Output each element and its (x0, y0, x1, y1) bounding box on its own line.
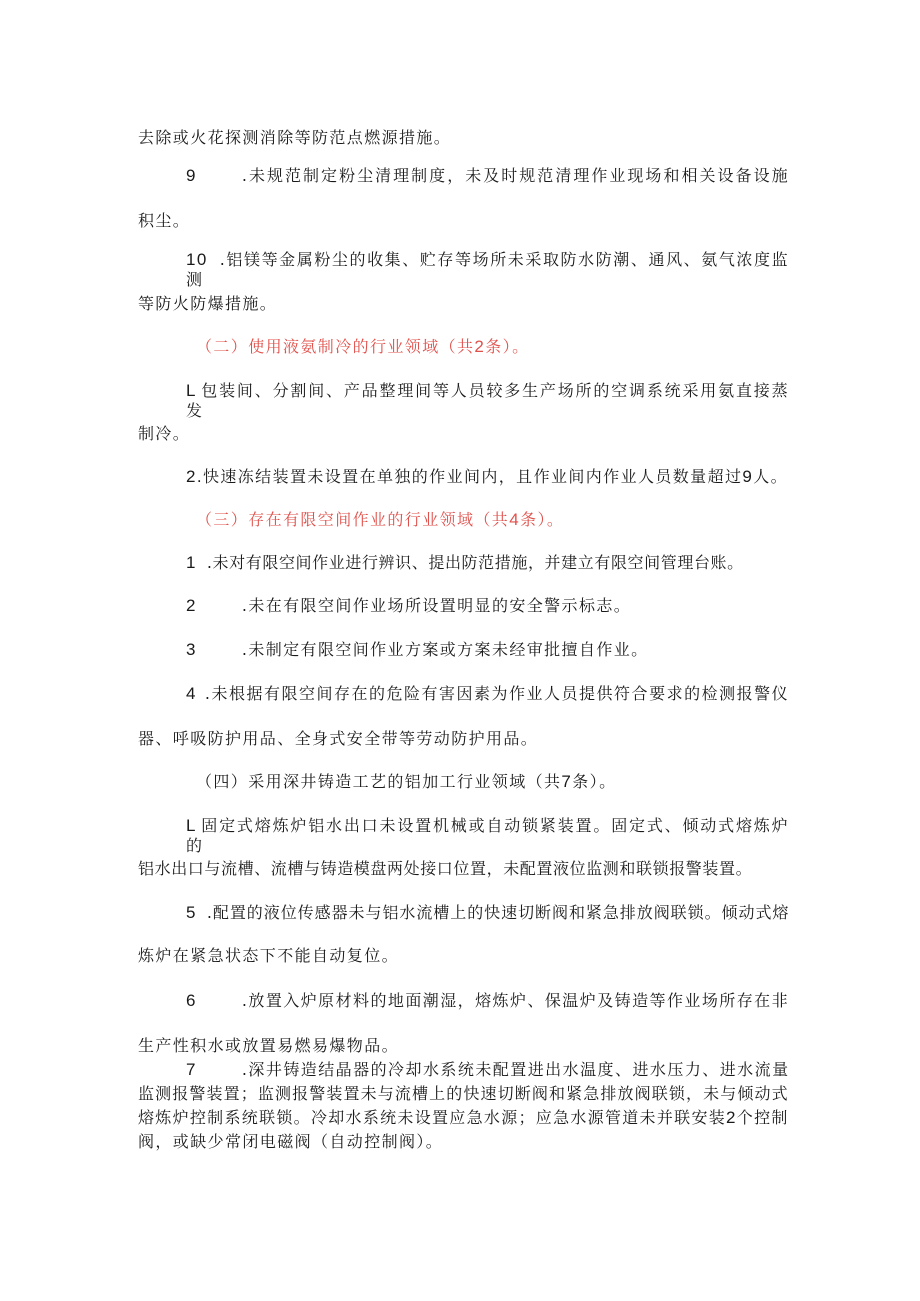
s2-item-2 (186, 467, 788, 487)
s4-item-6-line-2: 生产性积水或放置易燃易爆物品。 (138, 1036, 400, 1055)
item-10-line-2: 等防火防爆措施。 (138, 294, 278, 313)
item-number: 2. (186, 467, 203, 486)
item-number: 7 (186, 1060, 197, 1079)
item-number: 9 (186, 166, 197, 185)
item-number: 6 (186, 991, 197, 1010)
s3-item-3 (186, 640, 649, 660)
s4-item-7-line-1 (186, 1060, 789, 1080)
item-number-inline: 9 (742, 467, 754, 486)
item-text: .放置入炉原材料的地面潮湿，熔炼炉、保温炉及铸造等作业场所存在非 (241, 991, 789, 1010)
s3-item-4-line-2: 器、呼吸防护用品、全身式安全带等劳动防护用品。 (138, 729, 539, 748)
s4-item-7-line-2: 监测报警装置；监测报警装置未与流槽上的快速切断阀和紧急排放阀联锁，未与倾动式 (138, 1084, 788, 1103)
section-3-heading (196, 510, 564, 530)
section-4-heading (196, 772, 616, 792)
heading-text: （三）存在有限空间作业的行业领域（共 (196, 510, 510, 529)
item-9-line-2: 积尘。 (138, 211, 191, 230)
item-number: 10 (186, 250, 208, 269)
item-text: 人。 (753, 467, 789, 486)
s4-item-1-line-1 (186, 816, 789, 856)
heading-count: 2 (474, 337, 486, 356)
item-number: L (186, 381, 197, 400)
item-text: .配置的液位传感器未与铝水流槽上的快速切断阀和紧急排放阀联锁。倾动式熔 (206, 903, 789, 922)
item-text: .未在有限空间作业场所设置明显的安全警示标志。 (241, 596, 632, 615)
item-text: .未对有限空间作业进行辨识、提出防范措施，并建立有限空间管理台账。 (206, 553, 744, 572)
s4-item-7-line-3 (138, 1108, 788, 1128)
item-text: .铝镁等金属粉尘的收集、贮存等场所未采取防水防潮、通风、氨气浓度监测 (186, 250, 789, 289)
s3-item-4-line-1 (186, 684, 789, 704)
s2-item-1-line-1 (186, 381, 789, 421)
item-text: .未制定有限空间作业方案或方案未经审批擅自作业。 (241, 640, 649, 659)
heading-text: （四）采用深井铸造工艺的铝加工行业领域（共 (196, 772, 562, 791)
item-9-line-1 (186, 166, 789, 186)
heading-text: （二）使用液氨制冷的行业领域（共 (196, 337, 475, 356)
item-number: 5 (186, 903, 197, 922)
item-number: 3 (186, 640, 197, 659)
item-number: 1 (186, 553, 197, 572)
item-text: 熔炼炉控制系统联锁。冷却水系统未设置应急水源；应急水源管道未并联安装 (138, 1108, 727, 1127)
item-number-inline: 2 (726, 1108, 737, 1127)
heading-text: 条）。 (485, 337, 530, 356)
item-text: .未根据有限空间存在的危险有害因素为作业人员提供符合要求的检测报警仪 (204, 684, 789, 703)
item-text: .未规范制定粉尘清理制度，未及时规范清理作业现场和相关设备设施 (241, 166, 789, 185)
item-text: 固定式熔炼炉铝水出口未设置机械或自动锁紧装置。固定式、倾动式熔炼炉的 (186, 816, 789, 855)
s4-item-6-line-1 (186, 991, 789, 1011)
item-number: 4 (186, 684, 197, 703)
text-line: 去除或火花探测消除等防范点燃源措施。 (138, 128, 452, 147)
item-number: L (186, 816, 197, 835)
heading-text: 条）。 (572, 772, 617, 791)
item-text: 快速冻结装置未设置在单独的作业间内，且作业间内作业人员数量超过 (202, 467, 743, 486)
s4-item-1-line-2: 铝水出口与流槽、流槽与铸造模盘两处接口位置，未配置液位监测和联锁报警装置。 (138, 859, 753, 878)
s4-item-5-line-1 (186, 903, 789, 923)
item-10-line-1 (186, 250, 789, 290)
heading-count: 7 (561, 772, 573, 791)
section-2-heading (196, 337, 529, 357)
s3-item-2 (186, 596, 631, 616)
s4-item-7-line-4: 阀，或缺少常闭电磁阀（自动控制阀）。 (138, 1132, 444, 1151)
heading-count: 4 (509, 510, 521, 529)
heading-text: 条）。 (520, 510, 565, 529)
item-number: 2 (186, 596, 197, 615)
item-text: 包装间、分割间、产品整理间等人员较多生产场所的空调系统采用氨直接蒸发 (186, 381, 789, 420)
item-text: .深井铸造结晶器的冷却水系统未配置进出水温度、进水压力、进水流量 (241, 1060, 789, 1079)
item-text: 个控制 (736, 1108, 788, 1127)
s2-item-1-line-2: 制冷。 (138, 424, 191, 443)
s4-item-5-line-2: 炼炉在紧急状态下不能自动复位。 (138, 946, 400, 965)
s3-item-1 (186, 553, 744, 573)
